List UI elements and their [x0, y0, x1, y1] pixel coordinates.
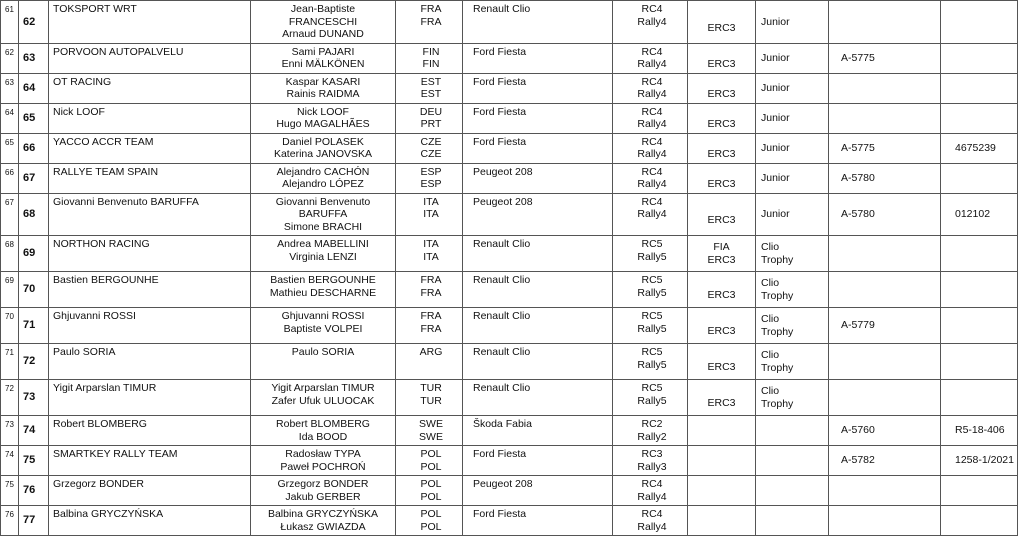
car-model: Peugeot 208: [463, 163, 613, 193]
homologation: [829, 380, 941, 416]
crew-names: Bastien BERGOUNHE Mathieu DESCHARNE: [251, 272, 396, 308]
table-row: [1, 446, 1018, 476]
car-number: 73: [19, 380, 49, 416]
table-row: [1, 133, 1018, 163]
homologation: [829, 236, 941, 272]
nationality: ITA ITA: [396, 193, 463, 236]
cup: Clio Trophy: [756, 236, 829, 272]
cup: Clio Trophy: [756, 308, 829, 344]
table-row: [1, 236, 1018, 272]
row-index: 73: [1, 416, 19, 446]
car-model: Renault Clio: [463, 236, 613, 272]
row-index: 69: [1, 272, 19, 308]
car-class: RC4 Rally4: [613, 133, 688, 163]
row-index: 62: [1, 43, 19, 73]
registration-code: R5-18-406: [941, 416, 1018, 446]
nationality: FRA FRA: [396, 308, 463, 344]
cup: Junior: [756, 73, 829, 103]
nationality: FIN FIN: [396, 43, 463, 73]
nationality: ARG: [396, 344, 463, 380]
registration-code: [941, 163, 1018, 193]
car-model: Peugeot 208: [463, 193, 613, 236]
car-number: 70: [19, 272, 49, 308]
crew-names: Kaspar KASARI Rainis RAIDMA: [251, 73, 396, 103]
homologation: [829, 476, 941, 506]
category: FIA ERC3: [688, 236, 756, 272]
entrant-name: Giovanni Benvenuto BARUFFA: [49, 193, 251, 236]
entrant-name: TOKSPORT WRT: [49, 1, 251, 44]
crew-names: Daniel POLASEK Katerina JANOVSKA: [251, 133, 396, 163]
registration-code: [941, 236, 1018, 272]
nationality: ESP ESP: [396, 163, 463, 193]
cup: Junior: [756, 133, 829, 163]
homologation: [829, 1, 941, 44]
homologation: A-5760: [829, 416, 941, 446]
nationality: DEU PRT: [396, 103, 463, 133]
homologation: [829, 344, 941, 380]
crew-names: Robert BLOMBERG Ida BOOD: [251, 416, 396, 446]
cup: Junior: [756, 103, 829, 133]
car-number: 66: [19, 133, 49, 163]
category: ERC3: [688, 308, 756, 344]
homologation: [829, 272, 941, 308]
category: [688, 476, 756, 506]
category: ERC3: [688, 103, 756, 133]
car-class: RC5 Rally5: [613, 380, 688, 416]
category: ERC3: [688, 193, 756, 236]
registration-code: [941, 380, 1018, 416]
registration-code: 012102: [941, 193, 1018, 236]
car-number: 67: [19, 163, 49, 193]
row-index: 75: [1, 476, 19, 506]
crew-names: Ghjuvanni ROSSI Baptiste VOLPEI: [251, 308, 396, 344]
crew-names: Grzegorz BONDER Jakub GERBER: [251, 476, 396, 506]
table-row: [1, 506, 1018, 536]
cup: Junior: [756, 163, 829, 193]
car-number: 68: [19, 193, 49, 236]
entrant-name: Ghjuvanni ROSSI: [49, 308, 251, 344]
car-model: Škoda Fabia: [463, 416, 613, 446]
car-class: RC4 Rally4: [613, 476, 688, 506]
entrant-name: PORVOON AUTOPALVELU: [49, 43, 251, 73]
car-model: Ford Fiesta: [463, 506, 613, 536]
car-class: RC4 Rally4: [613, 506, 688, 536]
registration-code: [941, 43, 1018, 73]
car-number: 75: [19, 446, 49, 476]
car-number: 65: [19, 103, 49, 133]
crew-names: Giovanni Benvenuto BARUFFA Simone BRACHI: [251, 193, 396, 236]
car-class: RC5 Rally5: [613, 308, 688, 344]
entrant-name: Robert BLOMBERG: [49, 416, 251, 446]
crew-names: Nick LOOF Hugo MAGALHÃES: [251, 103, 396, 133]
entrant-name: Yigit Arparslan TIMUR: [49, 380, 251, 416]
table-row: [1, 476, 1018, 506]
car-class: RC4 Rally4: [613, 1, 688, 44]
nationality: ITA ITA: [396, 236, 463, 272]
entrant-name: Balbina GRYCZYŃSKA: [49, 506, 251, 536]
row-index: 70: [1, 308, 19, 344]
car-model: Ford Fiesta: [463, 103, 613, 133]
nationality: SWE SWE: [396, 416, 463, 446]
car-class: RC2 Rally2: [613, 416, 688, 446]
row-index: 68: [1, 236, 19, 272]
car-number: 64: [19, 73, 49, 103]
homologation: [829, 103, 941, 133]
category: ERC3: [688, 272, 756, 308]
cup: [756, 416, 829, 446]
car-class: RC4 Rally4: [613, 103, 688, 133]
crew-names: Alejandro CACHÓN Alejandro LÓPEZ: [251, 163, 396, 193]
table-row: [1, 416, 1018, 446]
row-index: 76: [1, 506, 19, 536]
table-row: [1, 103, 1018, 133]
crew-names: Balbina GRYCZYŃSKA Łukasz GWIAZDA: [251, 506, 396, 536]
registration-code: 1258-1/2021: [941, 446, 1018, 476]
cup: [756, 446, 829, 476]
registration-code: 4675239: [941, 133, 1018, 163]
car-model: Ford Fiesta: [463, 73, 613, 103]
cup: Clio Trophy: [756, 344, 829, 380]
crew-names: Yigit Arparslan TIMUR Zafer Ufuk ULUOCAK: [251, 380, 396, 416]
category: ERC3: [688, 380, 756, 416]
car-class: RC4 Rally4: [613, 163, 688, 193]
car-number: 74: [19, 416, 49, 446]
table-row: [1, 193, 1018, 236]
cup: [756, 476, 829, 506]
category: ERC3: [688, 43, 756, 73]
registration-code: [941, 1, 1018, 44]
row-index: 72: [1, 380, 19, 416]
homologation: A-5779: [829, 308, 941, 344]
table-row: [1, 344, 1018, 380]
crew-names: Andrea MABELLINI Virginia LENZI: [251, 236, 396, 272]
category: [688, 446, 756, 476]
cup: Junior: [756, 43, 829, 73]
car-number: 72: [19, 344, 49, 380]
homologation: A-5775: [829, 43, 941, 73]
registration-code: [941, 73, 1018, 103]
crew-names: Jean-Baptiste FRANCESCHI Arnaud DUNAND: [251, 1, 396, 44]
row-index: 61: [1, 1, 19, 44]
cup: Clio Trophy: [756, 380, 829, 416]
table-row: [1, 308, 1018, 344]
entrant-name: NORTHON RACING: [49, 236, 251, 272]
row-index: 71: [1, 344, 19, 380]
homologation: [829, 73, 941, 103]
car-number: 77: [19, 506, 49, 536]
table-row: [1, 1, 1018, 44]
registration-code: [941, 103, 1018, 133]
row-index: 66: [1, 163, 19, 193]
car-model: Ford Fiesta: [463, 133, 613, 163]
crew-names: Sami PAJARI Enni MÄLKÖNEN: [251, 43, 396, 73]
registration-code: [941, 476, 1018, 506]
homologation: A-5780: [829, 193, 941, 236]
car-model: Peugeot 208: [463, 476, 613, 506]
car-model: Ford Fiesta: [463, 446, 613, 476]
entrant-name: Bastien BERGOUNHE: [49, 272, 251, 308]
car-class: RC4 Rally4: [613, 193, 688, 236]
registration-code: [941, 272, 1018, 308]
row-index: 67: [1, 193, 19, 236]
nationality: POL POL: [396, 506, 463, 536]
homologation: A-5780: [829, 163, 941, 193]
nationality: CZE CZE: [396, 133, 463, 163]
category: ERC3: [688, 1, 756, 44]
entrant-name: OT RACING: [49, 73, 251, 103]
nationality: TUR TUR: [396, 380, 463, 416]
registration-code: [941, 308, 1018, 344]
car-model: Renault Clio: [463, 308, 613, 344]
nationality: FRA FRA: [396, 1, 463, 44]
car-class: RC5 Rally5: [613, 344, 688, 380]
nationality: EST EST: [396, 73, 463, 103]
category: ERC3: [688, 163, 756, 193]
row-index: 64: [1, 103, 19, 133]
entry-rows: [1, 1, 1018, 536]
car-class: RC3 Rally3: [613, 446, 688, 476]
entrant-name: RALLYE TEAM SPAIN: [49, 163, 251, 193]
nationality: POL POL: [396, 446, 463, 476]
car-number: 63: [19, 43, 49, 73]
car-number: 76: [19, 476, 49, 506]
table-row: [1, 272, 1018, 308]
table-row: [1, 380, 1018, 416]
crew-names: Paulo SORIA: [251, 344, 396, 380]
cup: Junior: [756, 193, 829, 236]
car-class: RC4 Rally4: [613, 43, 688, 73]
homologation: [829, 506, 941, 536]
table-row: [1, 163, 1018, 193]
homologation: A-5775: [829, 133, 941, 163]
car-class: RC5 Rally5: [613, 272, 688, 308]
category: ERC3: [688, 73, 756, 103]
car-class: RC5 Rally5: [613, 236, 688, 272]
homologation: A-5782: [829, 446, 941, 476]
car-number: 62: [19, 1, 49, 44]
registration-code: [941, 506, 1018, 536]
entrant-name: Paulo SORIA: [49, 344, 251, 380]
car-model: Renault Clio: [463, 1, 613, 44]
category: [688, 506, 756, 536]
car-number: 69: [19, 236, 49, 272]
category: ERC3: [688, 344, 756, 380]
cup: Clio Trophy: [756, 272, 829, 308]
registration-code: [941, 344, 1018, 380]
car-class: RC4 Rally4: [613, 73, 688, 103]
nationality: FRA FRA: [396, 272, 463, 308]
table-row: [1, 43, 1018, 73]
entrant-name: YACCO ACCR TEAM: [49, 133, 251, 163]
entrant-name: Grzegorz BONDER: [49, 476, 251, 506]
category: [688, 416, 756, 446]
car-model: Renault Clio: [463, 272, 613, 308]
car-number: 71: [19, 308, 49, 344]
category: ERC3: [688, 133, 756, 163]
cup: Junior: [756, 1, 829, 44]
car-model: Renault Clio: [463, 380, 613, 416]
car-model: Ford Fiesta: [463, 43, 613, 73]
entrant-name: SMARTKEY RALLY TEAM: [49, 446, 251, 476]
nationality: POL POL: [396, 476, 463, 506]
row-index: 74: [1, 446, 19, 476]
car-model: Renault Clio: [463, 344, 613, 380]
entrant-name: Nick LOOF: [49, 103, 251, 133]
table-row: [1, 73, 1018, 103]
crew-names: Radosław TYPA Paweł POCHROŃ: [251, 446, 396, 476]
cup: [756, 506, 829, 536]
row-index: 65: [1, 133, 19, 163]
row-index: 63: [1, 73, 19, 103]
